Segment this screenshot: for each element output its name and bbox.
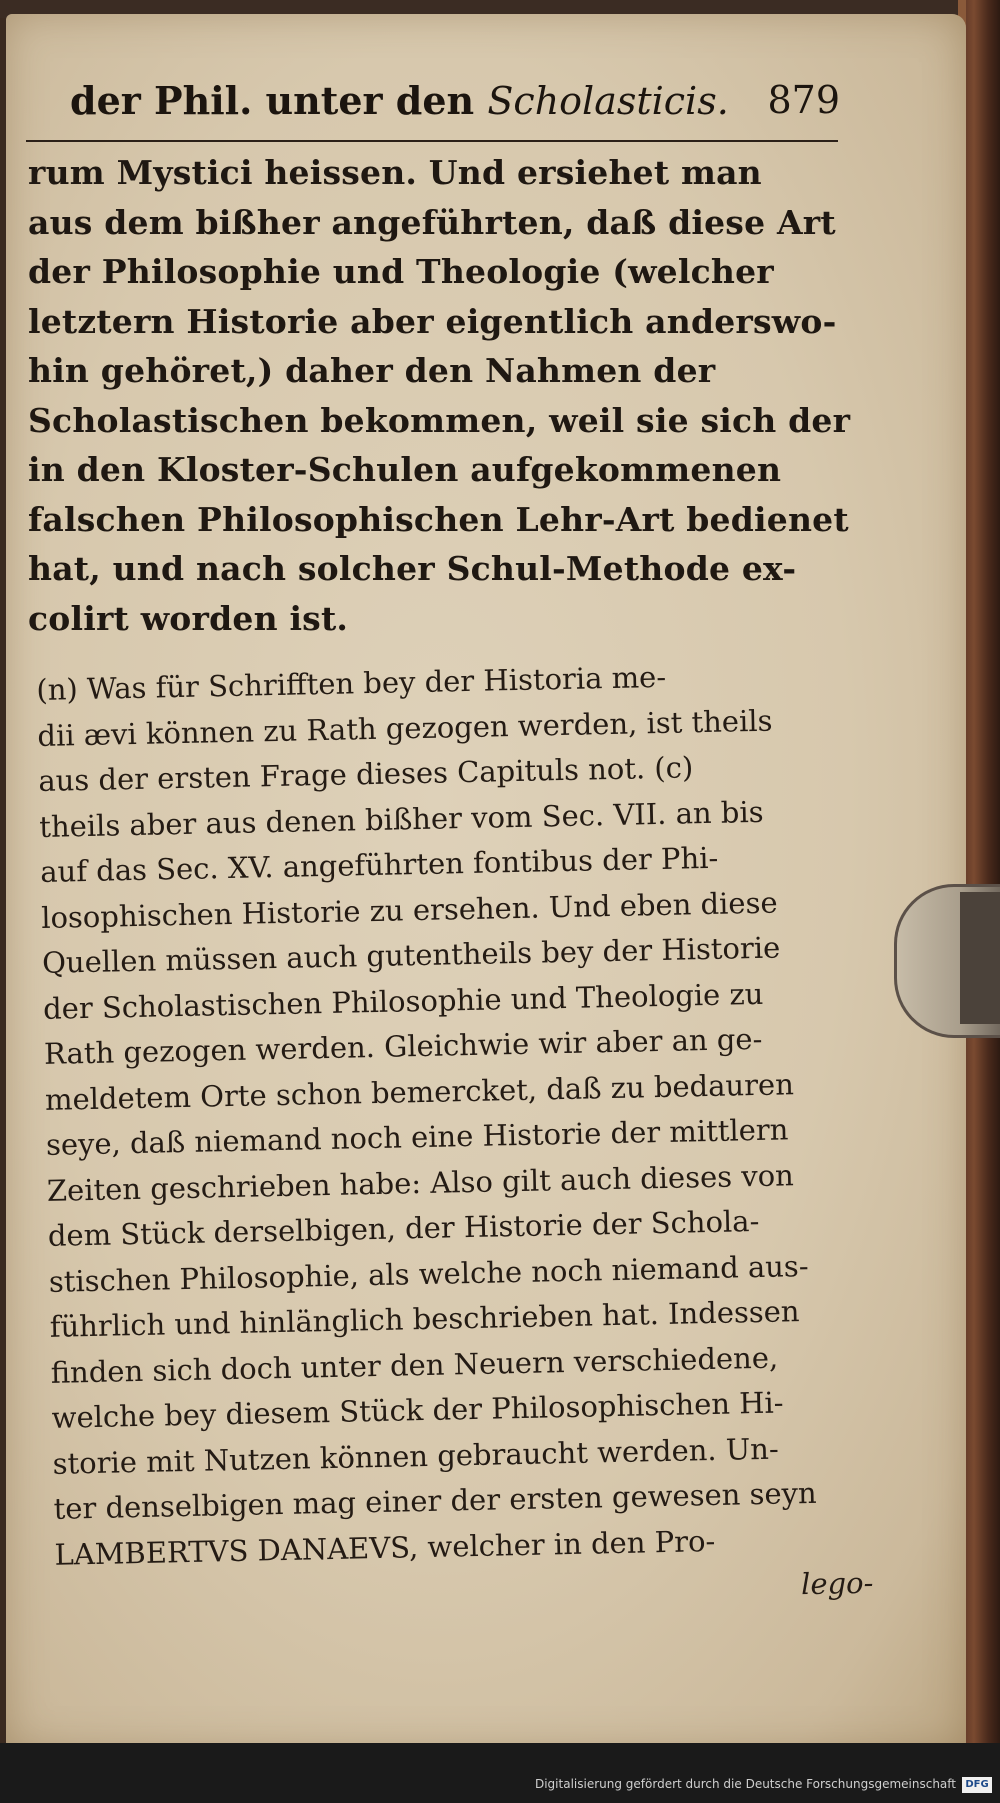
footnote-line: stischen Philosophie, als welche noch niemand aus-: [48, 1248, 809, 1299]
running-head-title-italic: Scholasticis.: [487, 79, 729, 123]
footnote-line: dii ævi können zu Rath gezogen werden, ist theils: [37, 703, 773, 753]
footnote-line: finden sich doch unter den Neuern verschiedene,: [50, 1340, 779, 1390]
text-line: in den Kloster-Schulen aufgekommenen: [28, 450, 782, 489]
bottom-background: [0, 1743, 1000, 1803]
footnote-line: welche bey diesem Stück der Philosophischen Hi-: [51, 1385, 784, 1435]
text-line: aus dem bißher angeführten, daß diese Art: [28, 202, 836, 242]
footnote-line: auf das Sec. XV. angeführten fontibus der Phi-: [39, 840, 719, 889]
footnote-line: theils aber aus denen bißher vom Sec. VII. an bis: [38, 794, 764, 844]
text-line: letztern Historie aber eigentlich anderswo-: [28, 301, 837, 341]
footnote-line: Zeiten geschrieben habe: Also gilt auch dieses von: [46, 1157, 795, 1208]
digitization-credit: Digitalisierung gefördert durch die Deutsche Forschungsgemeinschaft: [534, 1777, 956, 1791]
footnote: [36, 651, 882, 1624]
text-line: rum Mystici heissen. Und ersiehet man: [28, 153, 762, 192]
footnote-line: aus der ersten Frage dieses Capituls not. (c): [38, 750, 694, 798]
footnote-line: meldetem Orte schon bemercket, daß zu bedauren: [44, 1066, 795, 1117]
footnote-line: seye, daß niemand noch eine Historie der mittlern: [45, 1112, 789, 1162]
book-binding: [960, 0, 1000, 1750]
text-line: falschen Philosophischen Lehr-Art bedienet: [28, 499, 849, 539]
footnote-line: LAMBERTVS DANAEVS, welcher in den Pro-: [54, 1523, 716, 1572]
footnote-line: Rath gezogen werden. Gleichwie wir aber an ge-: [43, 1021, 763, 1071]
running-head: [70, 78, 840, 134]
page-clip-shadow: [960, 892, 1000, 1024]
text-line: hat, und nach solcher Schul-Methode ex-: [28, 549, 797, 588]
footnote-line: der Scholastischen Philosophie und Theologie zu: [42, 976, 764, 1026]
footnote-line: ter denselbigen mag einer der ersten gewesen seyn: [53, 1475, 818, 1526]
text-line: colirt worden ist.: [28, 598, 349, 638]
text-line: Scholastischen bekommen, weil sie sich der: [28, 400, 851, 440]
footnote-line: führlich und hinlänglich beschrieben hat. Indessen: [49, 1294, 800, 1344]
dfg-logo: DFG: [962, 1777, 992, 1793]
footnote-line: storie mit Nutzen können gebraucht werden. Un-: [52, 1431, 780, 1481]
header-rule: [26, 140, 838, 142]
footnote-line: losophischen Historie zu ersehen. Und eben diese: [40, 885, 778, 935]
main-text: [28, 148, 851, 643]
page-number: 879: [767, 78, 840, 122]
footnote-line: dem Stück derselbigen, der Historie der Schola-: [47, 1203, 760, 1253]
footnote-line: (n) Was für Schrifften bey der Historia me-: [36, 659, 667, 707]
catchword: lego-: [800, 1565, 874, 1602]
text-line: der Philosophie und Theologie (welcher: [28, 252, 774, 291]
footnote-line: Quellen müssen auch gutentheils bey der Historie: [41, 930, 781, 980]
running-head-title: der Phil. unter den Scholasticis.: [70, 78, 729, 123]
text-line: hin gehöret,) daher den Nahmen der: [28, 351, 716, 390]
